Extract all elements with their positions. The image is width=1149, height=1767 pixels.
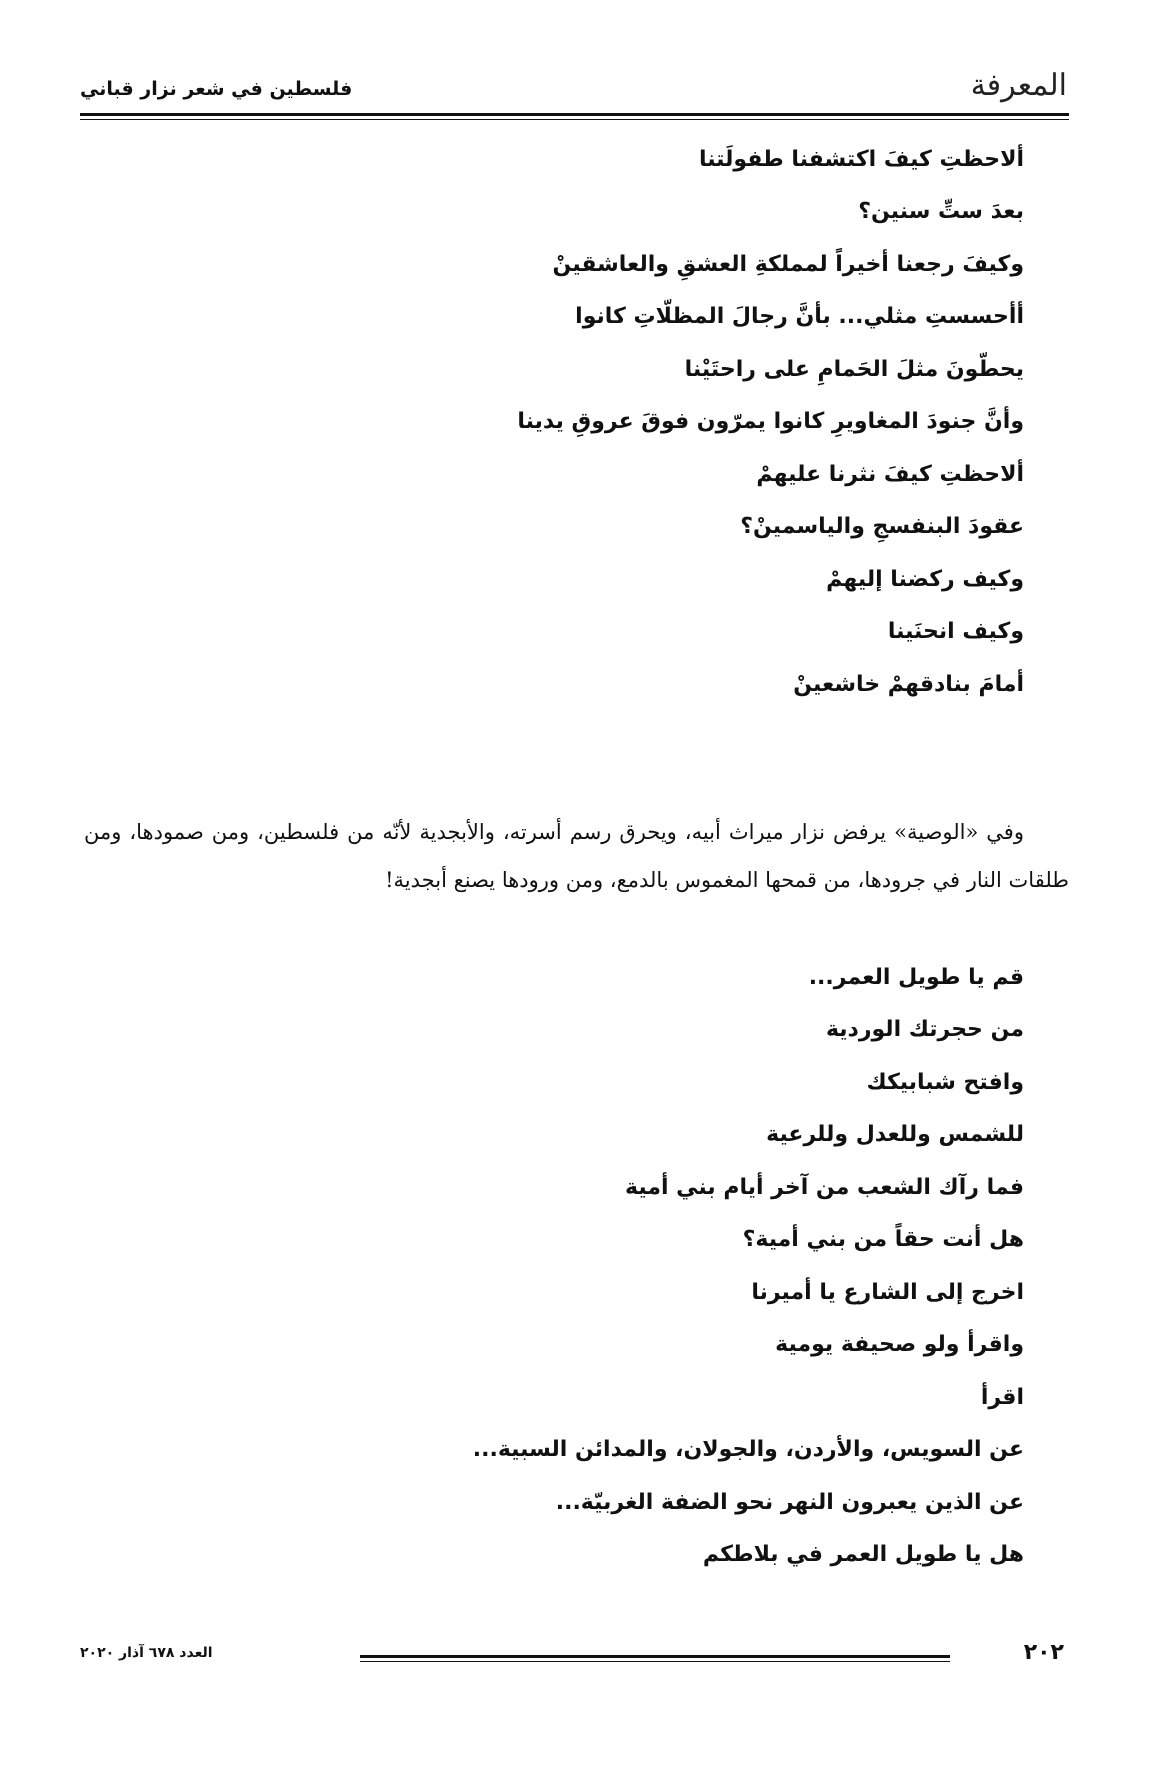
- body-paragraph: [84, 808, 1069, 904]
- page-number: ٢٠٢: [1023, 1640, 1064, 1665]
- poem-one-line: عقودَ البنفسجِ والياسمينْ؟: [740, 514, 1024, 539]
- magazine-logo: المعرفة: [970, 68, 1067, 103]
- poem-one-line: ألاحظتِ كيفَ اكتشفنا طفولَتنا: [698, 147, 1024, 172]
- poem-one-line: أأحسستِ مثلي... بأنَّ رجالَ المظلّاتِ كانوا: [575, 304, 1024, 329]
- paragraph-text: وفي «الوصية» يرفض نزار ميراث أبيه، ويحرق رسم أسرته، والأبجدية لأنّه من فلسطين، ومن صمودها، ومن طلقات النار في جرودها، من قمحها المغموس بالدمع، ومن ورودها يصنع أبجدية!: [84, 820, 1069, 892]
- poem-one-line: وكيفَ رجعنا أخيراً لمملكةِ العشقِ والعاشقينْ: [552, 252, 1024, 277]
- poem-one-line: يحطّونَ مثلَ الحَمامِ على راحتَيْنا: [684, 357, 1024, 382]
- poem-two-line: فما رآك الشعب من آخر أيام بني أمية: [625, 1175, 1024, 1200]
- poem-one-line: وكيف ركضنا إليهمْ: [826, 567, 1024, 592]
- footer-rule-thick: [360, 1655, 950, 1658]
- poem-two-line: هل أنت حقاً من بني أمية؟: [742, 1227, 1024, 1252]
- footer-rule-thin: [360, 1661, 950, 1662]
- header-rule-thin: [80, 119, 1069, 120]
- poem-two-line: هل يا طويل العمر في بلاطكم: [702, 1542, 1024, 1567]
- poem-two-line: للشمس وللعدل وللرعية: [766, 1122, 1024, 1147]
- poem-two-line: اقرأ: [980, 1385, 1024, 1410]
- poem-two-line: واقرأ ولو صحيفة يومية: [775, 1332, 1024, 1357]
- poem-two-line: من حجرتك الوردية: [825, 1017, 1024, 1042]
- poem-two-line: عن الذين يعبرون النهر نحو الضفة الغربيّة...: [555, 1490, 1024, 1515]
- poem-two-line: عن السويس، والأردن، والجولان، والمدائن السبية...: [472, 1437, 1024, 1462]
- poem-one-line: وأنَّ جنودَ المغاويرِ كانوا يمرّون فوقَ عروقِ يدينا: [517, 409, 1024, 434]
- issue-info: العدد ٦٧٨ آذار ٢٠٢٠: [80, 1645, 213, 1661]
- poem-one-line: بعدَ ستِّ سنين؟: [858, 199, 1024, 224]
- poem-two-line: وافتح شبابيكك: [866, 1070, 1024, 1095]
- poem-one-line: أمامَ بنادقهمْ خاشعينْ: [793, 672, 1024, 697]
- poem-one-line: وكيف انحنَينا: [887, 619, 1024, 644]
- running-title: فلسطين في شعر نزار قباني: [80, 78, 353, 100]
- poem-one-line: ألاحظتِ كيفَ نثرنا عليهمْ: [756, 462, 1024, 487]
- poem-two-line: قم يا طويل العمر...: [808, 965, 1024, 990]
- header-rule-thick: [80, 113, 1069, 116]
- poem-two-line: اخرج إلى الشارع يا أميرنا: [751, 1280, 1024, 1305]
